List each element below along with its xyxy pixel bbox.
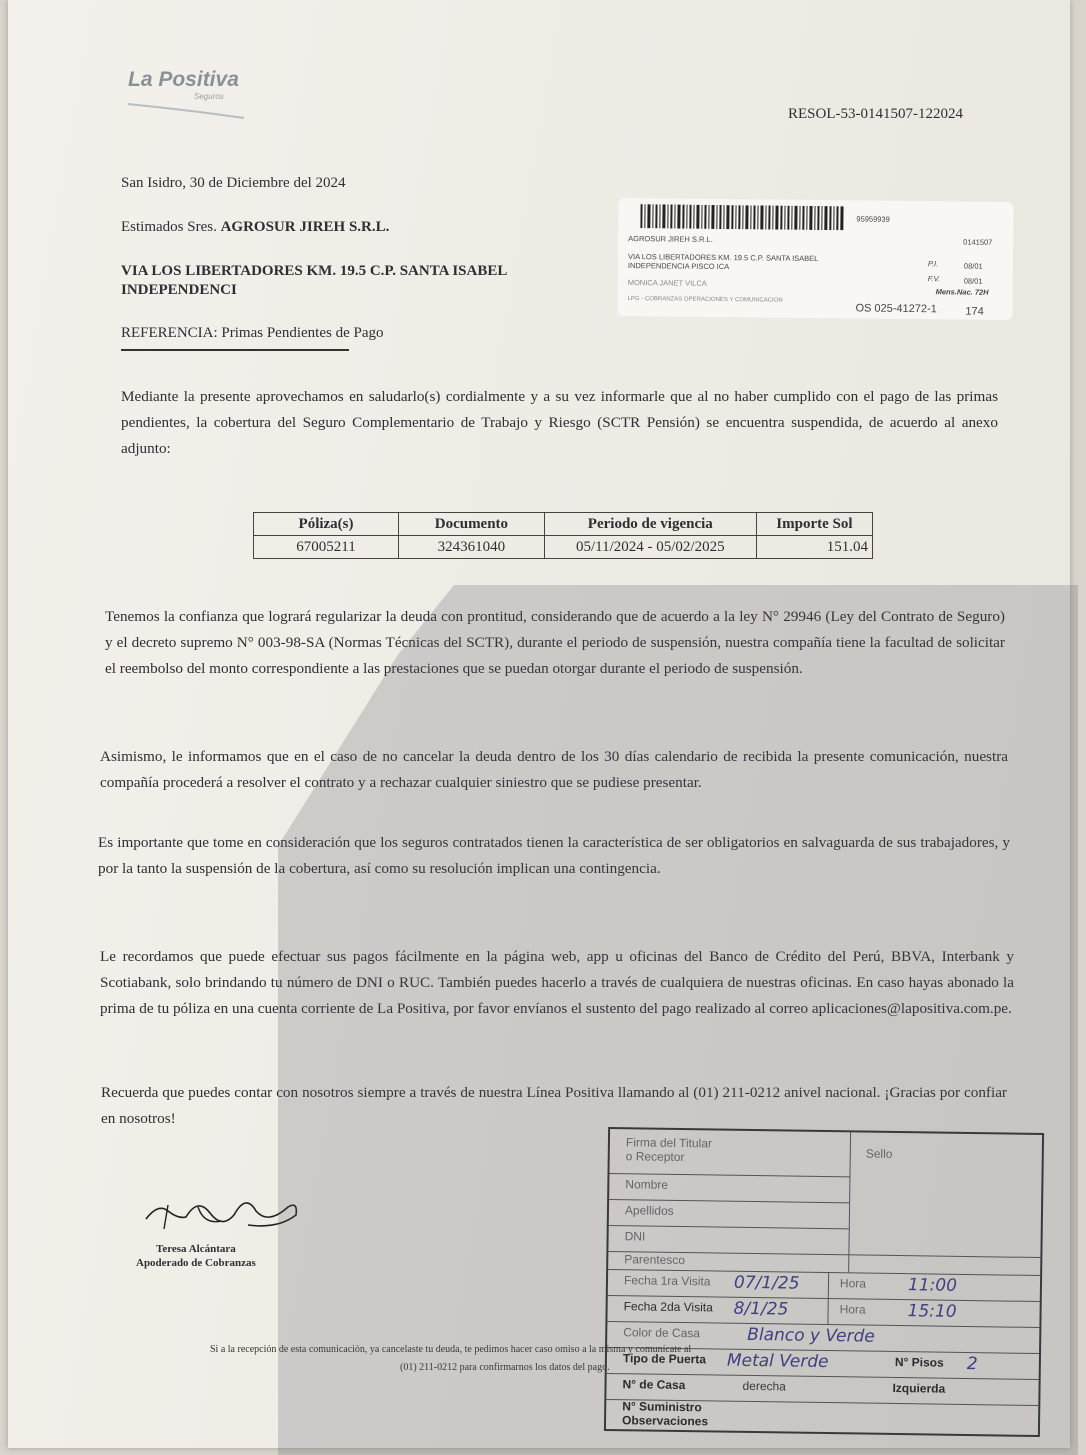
label-tipo-puerta: Tipo de Puerta bbox=[622, 1351, 707, 1367]
label-fecha2: Fecha 2da Visita bbox=[623, 1299, 713, 1315]
paragraph-contact: Recuerda que puedes contar con nosotros siempre a través de nuestra Línea Positiva llamando al (01) 211-0212 anivel nacional. ¡Gracias por confiar en nosotros! bbox=[101, 1084, 1007, 1127]
form-row-firma bbox=[609, 1129, 850, 1177]
label-apellidos: Apellidos bbox=[624, 1203, 674, 1218]
value-fecha1: 07/1/25 bbox=[733, 1272, 800, 1294]
header-importe: Importe Sol bbox=[756, 513, 872, 536]
cell-poliza: 67005211 bbox=[254, 536, 399, 559]
label-code: 95959939 bbox=[856, 214, 890, 224]
poliza-table bbox=[253, 512, 873, 559]
form-row-suministro bbox=[606, 1399, 1038, 1431]
recipient-address-2: INDEPENDENCI bbox=[121, 282, 237, 298]
label-suministro: N° Suministro bbox=[622, 1399, 702, 1415]
label-address-2: INDEPENDENCIA PISCO ICA bbox=[627, 261, 730, 272]
label-contact: MONICA JANET VILCA bbox=[627, 278, 707, 288]
label-nombre: Nombre bbox=[625, 1177, 669, 1192]
label-id: 0141507 bbox=[963, 237, 993, 247]
value-color: Blanco y Verde bbox=[747, 1324, 875, 1347]
fecha1-divider bbox=[828, 1272, 829, 1298]
recipient-company: AGROSUR JIREH S.R.L. bbox=[220, 219, 390, 235]
salutation: Estimados Sres. bbox=[121, 219, 217, 235]
label-name: AGROSUR JIREH S.R.L. bbox=[628, 234, 713, 244]
label-sello: Sello bbox=[865, 1146, 893, 1161]
handwritten-signature-icon bbox=[138, 1185, 308, 1245]
footer-line-2: (01) 211-0212 para confirmarnos los datos del pago. bbox=[400, 1362, 610, 1373]
paragraph-importance: Es importante que tome en consideración que los seguros contratados tienen la característica de ser obligatorios en salvaguarda de sus trabajadores, y por la tanto la suspensión de la cobertura, así como su resolución implican una contingencia. bbox=[98, 834, 1010, 877]
table-row bbox=[254, 536, 873, 559]
label-ncasa: N° de Casa bbox=[622, 1377, 686, 1393]
paragraph-resolution-warning: Asimismo, le informamos que en el caso de no cancelar la deuda dentro de los 30 días calendario de recibida la presente comunicación, nuestra compañía procederá a resolver el contrato y a rechazar cualquier siniestro que se pudiese presentar. bbox=[100, 748, 1008, 791]
paragraph-intro: Mediante la presente aprovechamos en saludarlo(s) cordialmente y a su vez informarle que al no haber cumplido con el pago de las primas pendientes, la cobertura del Seguro Complementario de Trabajo y Riesgo (SCTR Pensión) se encuentra suspendida, de acuerdo al anexo adjunto: bbox=[121, 388, 998, 457]
label-fv-value: 08/01 bbox=[963, 276, 983, 286]
paragraph-confidence: Tenemos la confianza que logrará regularizar la deuda con prontitud, considerando que de acuerdo a la ley N° 29946 (Ley del Contrato de Seguro) y el decreto supremo N° 003-98-SA (Normas Técnicas del SCTR), durante el periodo de suspensión, nuestra compañía tiene la facultad de solicitar el reembolso del monto correspondiente a las prestaciones que se puedan otorgar durante el periodo de suspensión. bbox=[105, 608, 1005, 677]
value-fecha2: 8/1/25 bbox=[733, 1298, 789, 1320]
barcode-icon bbox=[640, 204, 845, 230]
table-header-row bbox=[254, 513, 873, 536]
value-hora2: 15:10 bbox=[907, 1301, 957, 1322]
label-os: OS 025-41272-1 bbox=[855, 302, 937, 316]
signature-block bbox=[136, 1185, 308, 1269]
cell-periodo: 05/11/2024 - 05/02/2025 bbox=[544, 536, 756, 559]
letter-page bbox=[8, 0, 1070, 1448]
logo-subtitle: Seguros bbox=[194, 92, 224, 101]
label-firma-receptor: o Receptor bbox=[625, 1149, 685, 1165]
label-fecha1: Fecha 1ra Visita bbox=[623, 1273, 711, 1289]
la-positiva-logo bbox=[128, 68, 239, 101]
cell-importe: 151.04 bbox=[756, 536, 872, 559]
footer-line-1: Si a la recepción de esta comunicación, ya cancelaste tu deuda, te pedimos hacer caso omiso a la misma y comunícate al bbox=[210, 1344, 692, 1355]
signatory-name: Teresa Alcántara bbox=[156, 1243, 236, 1255]
label-pisos: N° Pisos bbox=[894, 1354, 944, 1370]
label-observaciones: Observaciones bbox=[621, 1413, 709, 1429]
value-tipo-puerta: Metal Verde bbox=[726, 1350, 829, 1373]
paragraph-payment-options: Le recordamos que puede efectuar sus pagos fácilmente en la página web, app u oficinas del Banco de Crédito del Perú, BBVA, Interbank y Scotiabank, solo brindando tu número de DNI o RUC. También puedes hacerlo a través de cualquiera de nuestras oficinas. En caso hayas abonado la prima de tu póliza en una cuenta corriente de La Positiva, por favor envíanos el sustento del pago realizado al correo aplicaciones@lapositiva.com.pe. bbox=[100, 948, 1014, 1017]
place-date: San Isidro, 30 de Diciembre del 2024 bbox=[121, 175, 346, 191]
mailing-label bbox=[617, 198, 1013, 320]
label-department: LPG - COBRANZAS OPERACIONES Y COMUNICACION bbox=[627, 296, 783, 304]
label-mens: Mens.Nac. 72H bbox=[935, 287, 989, 297]
header-periodo: Periodo de vigencia bbox=[544, 513, 756, 536]
recipient-address-1: VIA LOS LIBERTADORES KM. 19.5 C.P. SANTA ISABEL bbox=[121, 263, 508, 279]
header-poliza: Póliza(s) bbox=[254, 513, 399, 536]
label-address-1: VIA LOS LIBERTADORES KM. 19.5 C.P. SANTA ISABEL bbox=[627, 252, 819, 264]
label-pi-value: 08/01 bbox=[963, 261, 983, 271]
label-derecha: derecha bbox=[742, 1378, 787, 1394]
reference-underline bbox=[121, 349, 349, 351]
logo-swoosh-icon bbox=[128, 88, 248, 122]
label-firma-titular: Firma del Titular bbox=[625, 1135, 713, 1151]
reception-form bbox=[604, 1127, 1044, 1437]
header-documento: Documento bbox=[399, 513, 545, 536]
logo-brand: La Positiva bbox=[128, 68, 239, 91]
cell-documento: 324361040 bbox=[399, 536, 545, 559]
label-fv: F.V. bbox=[927, 274, 941, 284]
resolution-code: RESOL-53-0141507-122024 bbox=[788, 106, 963, 122]
label-pi: P.I. bbox=[927, 259, 939, 269]
value-pisos: 2 bbox=[966, 1354, 978, 1375]
signatory-title: Apoderado de Cobranzas bbox=[136, 1257, 256, 1269]
label-hora2: Hora bbox=[839, 1302, 866, 1317]
recipient-line bbox=[121, 219, 389, 236]
label-parentesco: Parentesco bbox=[624, 1252, 686, 1268]
value-hora1: 11:00 bbox=[907, 1275, 958, 1296]
label-hora1: Hora bbox=[839, 1276, 867, 1291]
label-dni: DNI bbox=[624, 1229, 646, 1244]
reference-line: REFERENCIA: Primas Pendientes de Pago bbox=[121, 325, 384, 341]
label-number: 174 bbox=[965, 305, 984, 318]
label-color: Color de Casa bbox=[623, 1325, 701, 1341]
fecha2-divider bbox=[827, 1298, 828, 1324]
label-izquierda: Izquierda bbox=[892, 1380, 946, 1396]
